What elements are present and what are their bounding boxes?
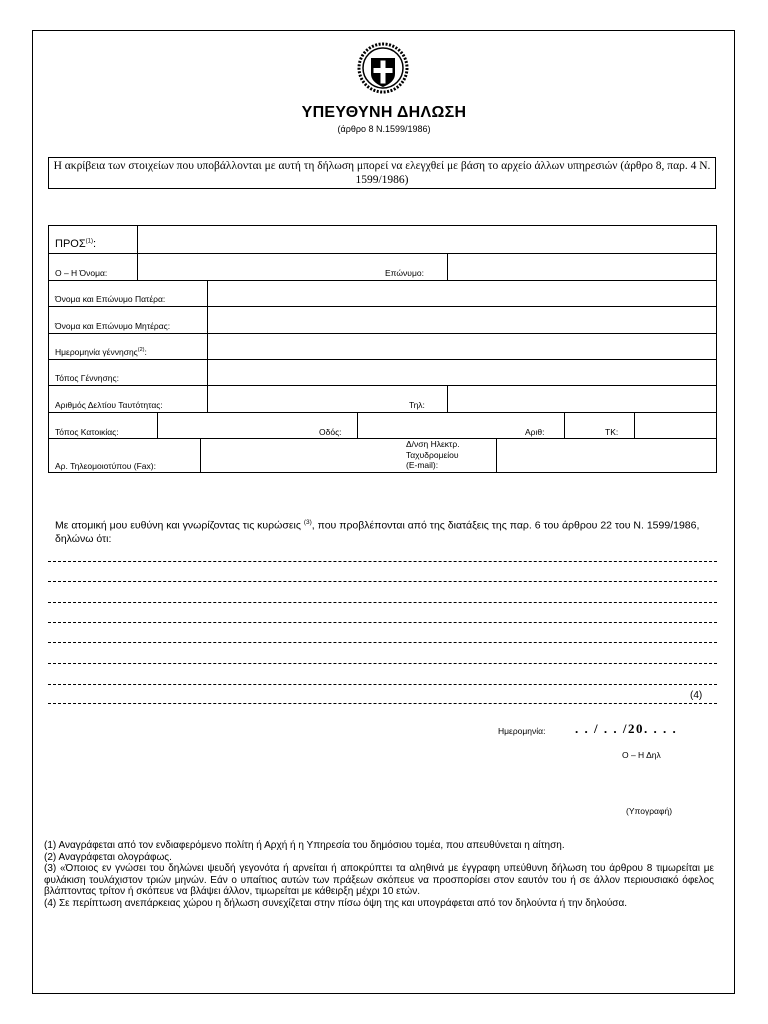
first-name-label: Ο – Η Όνομα: <box>55 268 108 278</box>
zip-code-field[interactable] <box>634 413 716 438</box>
residence-field[interactable] <box>157 413 313 438</box>
page-subtitle: (άρθρο 8 Ν.1599/1986) <box>337 124 431 134</box>
row-fax-email <box>48 439 717 473</box>
declaration-line-7[interactable] <box>48 684 717 685</box>
declaration-line-2[interactable] <box>48 581 717 582</box>
hellenic-republic-seal-icon <box>357 42 409 94</box>
email-label-line-1: Δ/νση Ηλεκτρ. <box>406 439 460 449</box>
recipient-footnote-ref: (1) <box>85 238 93 245</box>
footnote-1: (1) Αναγράφεται από τον ενδιαφερόμενο πολίτη ή Αρχή ή η Υπηρεσία του δημόσιου τομέα, που απευθύνεται η αίτηση. <box>44 840 565 851</box>
footnote-3: (3) «Όποιος εν γνώσει του δηλώνει ψευδή γεγονότα ή αρνείται ή αποκρύπτει τα αληθινά με έγγραφη υπεύθυνη δήλωση του άρθρου 8 τιμωρείται με φυλάκιση τουλάχιστον τριών μηνών. Εάν ο υπαίτιος αυτών των πράξεων σκόπευε να προσπορίσει στον εαυτόν του ή σε άλλον περιουσιακό όφελος βλάπτοντας τρίτον ή σκόπευε να βλάψει άλλον, τιμωρείται με κάθειρξη μέχρι 10 ετών. <box>44 863 714 898</box>
surname-label: Επώνυμο: <box>385 268 424 278</box>
street-label: Οδός: <box>319 427 342 437</box>
email-label-line-3: (E-mail): <box>406 460 439 470</box>
email-label <box>406 439 460 471</box>
street-field[interactable] <box>357 413 517 438</box>
declaration-footnote-ref: (3) <box>303 519 312 526</box>
personal-details-form <box>48 225 717 473</box>
declaration-line-3[interactable] <box>48 602 717 603</box>
street-number-label: Αριθ: <box>525 427 545 437</box>
birthdate-footnote-ref: (2) <box>137 347 145 354</box>
accuracy-notice: Η ακρίβεια των στοιχείων που υποβάλλονται με αυτή τη δήλωση μπορεί να ελεγχθεί με βάση το αρχείο άλλων υπηρεσιών (άρθρο 8, παρ. 4 Ν. 1599/1986) <box>48 157 716 189</box>
row-mother <box>48 307 717 334</box>
recipient-label: ΠΡΟΣ <box>55 238 86 250</box>
row-birthplace <box>48 360 717 386</box>
page-title: ΥΠΕΥΘΥΝΗ ΔΗΛΩΣΗ <box>301 104 467 121</box>
date-field[interactable]: . . / . . /20. . . . <box>575 721 678 736</box>
residence-label: Τόπος Κατοικίας: <box>55 427 119 437</box>
footnote-4: (4) Σε περίπτωση ανεπάρκειας χώρου η δήλωση συνεχίζεται στην πίσω όψη της και υπογράφεται από τον δηλούντα ή την δηλούσα. <box>44 897 628 909</box>
fax-field[interactable] <box>200 439 398 472</box>
declaration-line-1[interactable] <box>48 561 717 562</box>
declaration-line-8[interactable] <box>48 703 717 704</box>
phone-field[interactable] <box>447 386 716 412</box>
row-birthdate <box>48 334 717 360</box>
first-name-field[interactable] <box>137 254 380 280</box>
birthdate-colon: : <box>144 347 147 357</box>
footnote-2: (2) Αναγράφεται ολογράφως. <box>44 851 172 863</box>
declaration-line-6[interactable] <box>48 663 717 664</box>
surname-field[interactable] <box>447 254 716 280</box>
declaration-line-4[interactable] <box>48 622 717 623</box>
id-card-field[interactable] <box>207 386 404 412</box>
row-name <box>48 254 717 281</box>
birthdate-field[interactable] <box>207 334 716 359</box>
date-label: Ημερομηνία: <box>498 726 546 736</box>
row-recipient <box>48 225 717 254</box>
mother-name-label: Όνομα και Επώνυμο Μητέρας: <box>55 321 171 331</box>
zip-code-label: ΤΚ: <box>605 427 619 437</box>
row-father <box>48 281 717 307</box>
declaration-text <box>55 516 715 546</box>
birthplace-label: Τόπος Γέννησης: <box>55 373 119 383</box>
row-id-phone <box>48 386 717 413</box>
declaration-footnote-marker: (4) <box>690 690 703 701</box>
recipient-colon: : <box>92 238 97 250</box>
phone-label: Τηλ: <box>409 400 425 410</box>
father-name-label: Όνομα και Επώνυμο Πατέρα: <box>55 294 166 304</box>
signer-label: Ο – Η Δηλ <box>622 750 661 760</box>
birthplace-field[interactable] <box>207 360 716 385</box>
email-field[interactable] <box>496 439 716 472</box>
declaration-line-5[interactable] <box>48 642 717 643</box>
mother-name-field[interactable] <box>207 307 716 333</box>
row-address <box>48 413 717 439</box>
declaration-text-start: Με ατομική μου ευθύνη και γνωρίζοντας τις κυρώσεις <box>55 519 304 532</box>
street-number-field[interactable] <box>564 413 597 438</box>
email-label-line-2: Ταχυδρομείου <box>406 449 459 460</box>
id-card-label: Αριθμός Δελτίου Ταυτότητας: <box>55 400 163 410</box>
fax-label: Αρ. Τηλεομοιοτύπου (Fax): <box>55 461 156 471</box>
footnotes <box>44 840 714 910</box>
father-name-field[interactable] <box>207 281 716 306</box>
birthdate-label: Ημερομηνία γέννησης <box>55 347 138 357</box>
declaration-text-end: , που προβλέπονται από της διατάξεις της παρ. 6 του άρθρου 22 του Ν. 1599/1986, δηλώνω ότι: <box>55 519 700 545</box>
signature-label: (Υπογραφή) <box>626 806 673 816</box>
recipient-field[interactable] <box>137 226 716 253</box>
